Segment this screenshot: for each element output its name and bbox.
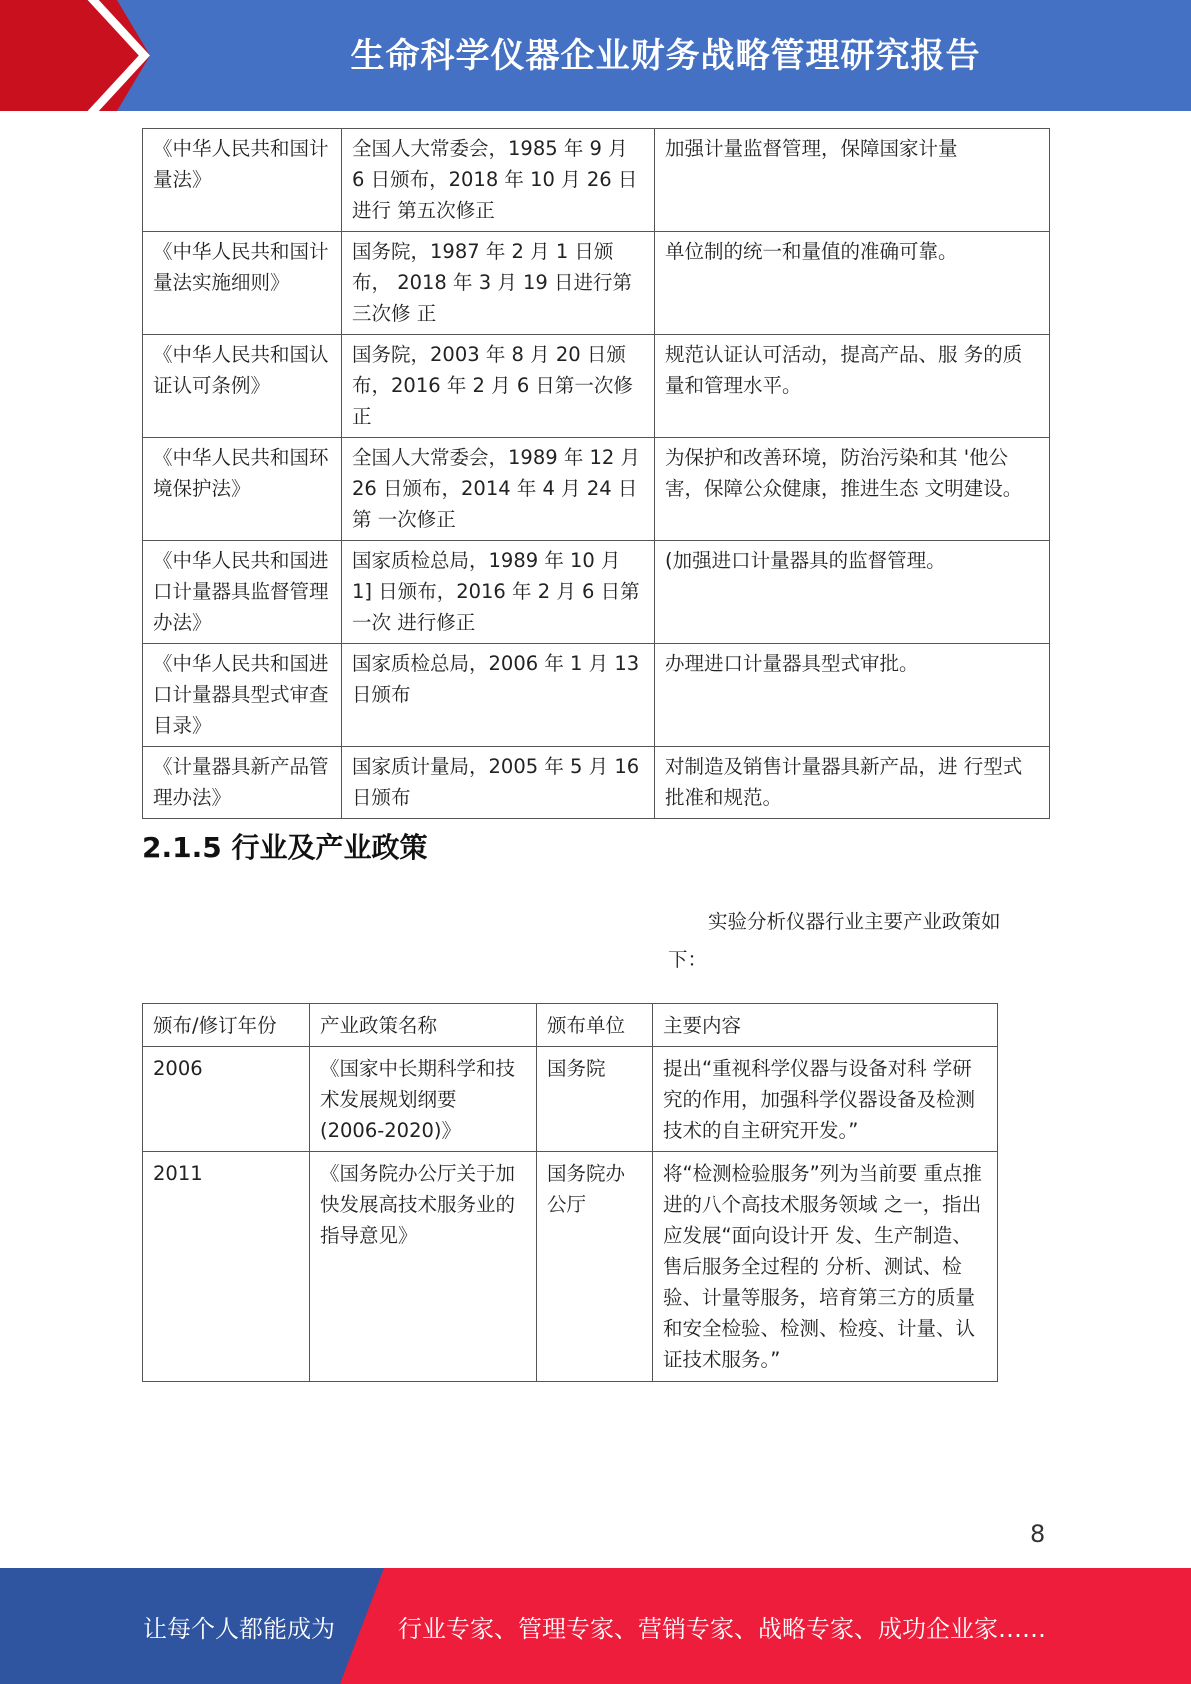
law-issuer-cell: 国家质检总局，2006 年 1 月 13 日颁布: [342, 644, 655, 747]
policy-year-cell: 2006: [143, 1047, 310, 1152]
page-footer: [0, 1568, 1191, 1684]
intro-text: 实验分析仪器行业主要产业政策如: [708, 910, 1001, 933]
law-purpose-cell: 单位制的统一和量值的准确可靠。: [655, 232, 1050, 335]
table-row: [143, 335, 1050, 438]
policy-issuer-cell: 国务院办公厅: [537, 1152, 653, 1382]
table-row: [143, 541, 1050, 644]
footer-slogan-right: 行业专家、管理专家、营销专家、战略专家、成功企业家……: [398, 1614, 1046, 1643]
law-issuer-cell: 国务院，1987 年 2 月 1 日颁布， 2018 年 3 月 19 日进行第三次修 正: [342, 232, 655, 335]
law-issuer-cell: 国家质计量局，2005 年 5 月 16 日颁布: [342, 747, 655, 819]
table-row: [143, 232, 1050, 335]
law-purpose-cell: 对制造及销售计量器具新产品，进 行型式批准和规范。: [655, 747, 1050, 819]
law-purpose-cell: (加强进口计量器具的监督管理。: [655, 541, 1050, 644]
law-issuer-cell: 国务院，2003 年 8 月 20 日颁布，2016 年 2 月 6 日第一次修正: [342, 335, 655, 438]
table-row: [143, 438, 1050, 541]
law-name-cell: 《中华人民共和国认 证认可条例》: [143, 335, 342, 438]
policy-year-cell: 2011: [143, 1152, 310, 1382]
footer-slogan-left: 让每个人都能成为: [143, 1614, 335, 1643]
section-heading: 2.1.5 行业及产业政策: [142, 831, 428, 864]
column-header-issuer: 颁布单位: [537, 1004, 653, 1047]
law-purpose-cell: 规范认证认可活动，提高产品、服 务的质量和管理水平。: [655, 335, 1050, 438]
law-table: [142, 128, 1050, 819]
law-name-cell: 《中华人民共和国计 量法》: [143, 129, 342, 232]
law-issuer-cell: 全国人大常委会，1989 年 12 月 26 日颁布，2014 年 4 月 24 日第 一次修正: [342, 438, 655, 541]
page-header: [0, 0, 1191, 111]
column-header-year: 颁布/修订年份: [143, 1004, 310, 1047]
report-title: 生命科学仪器企业财务战略管理研究报告: [350, 35, 981, 76]
law-name-cell: 《计量器具新产品管 理办法》: [143, 747, 342, 819]
table-row: [143, 1152, 998, 1382]
table-row: [143, 1047, 998, 1152]
column-header-content: 主要内容: [653, 1004, 998, 1047]
policy-content-cell: 将“检测检验服务”列为当前要 重点推进的八个高技术服务领域 之一，指出应发展“面向设计开 发、生产制造、售后服务全过程的 分析、测试、检验、计量等服务，培育第三方的质量和安全检验、检测、检疫、计量、认证技术服务。”: [653, 1152, 998, 1382]
intro-text-continued: 下：: [668, 948, 708, 971]
policy-name-cell: 《国家中长期科学和技术发展规划纲要 (2006-2020)》: [310, 1047, 537, 1152]
law-issuer-cell: 国家质检总局，1989 年 10 月 1] 日颁布，2016 年 2 月 6 日第一次 进行修正: [342, 541, 655, 644]
table-header-row: [143, 1004, 998, 1047]
law-purpose-cell: 为保护和改善环境，防治污染和其 '他公害，保障公众健康，推进生态 文明建设。: [655, 438, 1050, 541]
policy-table: [142, 1003, 998, 1382]
table-row: [143, 129, 1050, 232]
law-issuer-cell: 全国人大常委会，1985 年 9 月 6 日颁布，2018 年 10 月 26 日进行 第五次修正: [342, 129, 655, 232]
law-name-cell: 《中华人民共和国进 口计量器具监督管理 办法》: [143, 541, 342, 644]
page-number: 8: [1030, 1520, 1046, 1548]
column-header-policy-name: 产业政策名称: [310, 1004, 537, 1047]
law-name-cell: 《中华人民共和国计 量法实施细则》: [143, 232, 342, 335]
law-purpose-cell: 办理进口计量器具型式审批。: [655, 644, 1050, 747]
policy-issuer-cell: 国务院: [537, 1047, 653, 1152]
table-row: [143, 644, 1050, 747]
policy-content-cell: 提出“重视科学仪器与设备对科 学研究的作用，加强科学仪器设备及检测技术的自主研究开发。”: [653, 1047, 998, 1152]
table-row: [143, 747, 1050, 819]
policy-name-cell: 《国务院办公厅关于加快发展高技术服务业的指导意见》: [310, 1152, 537, 1382]
law-name-cell: 《中华人民共和国环 境保护法》: [143, 438, 342, 541]
law-purpose-cell: 加强计量监督管理，保障国家计量: [655, 129, 1050, 232]
header-red-arrow-shape: [0, 0, 150, 111]
law-name-cell: 《中华人民共和国进 口计量器具型式审查 目录》: [143, 644, 342, 747]
